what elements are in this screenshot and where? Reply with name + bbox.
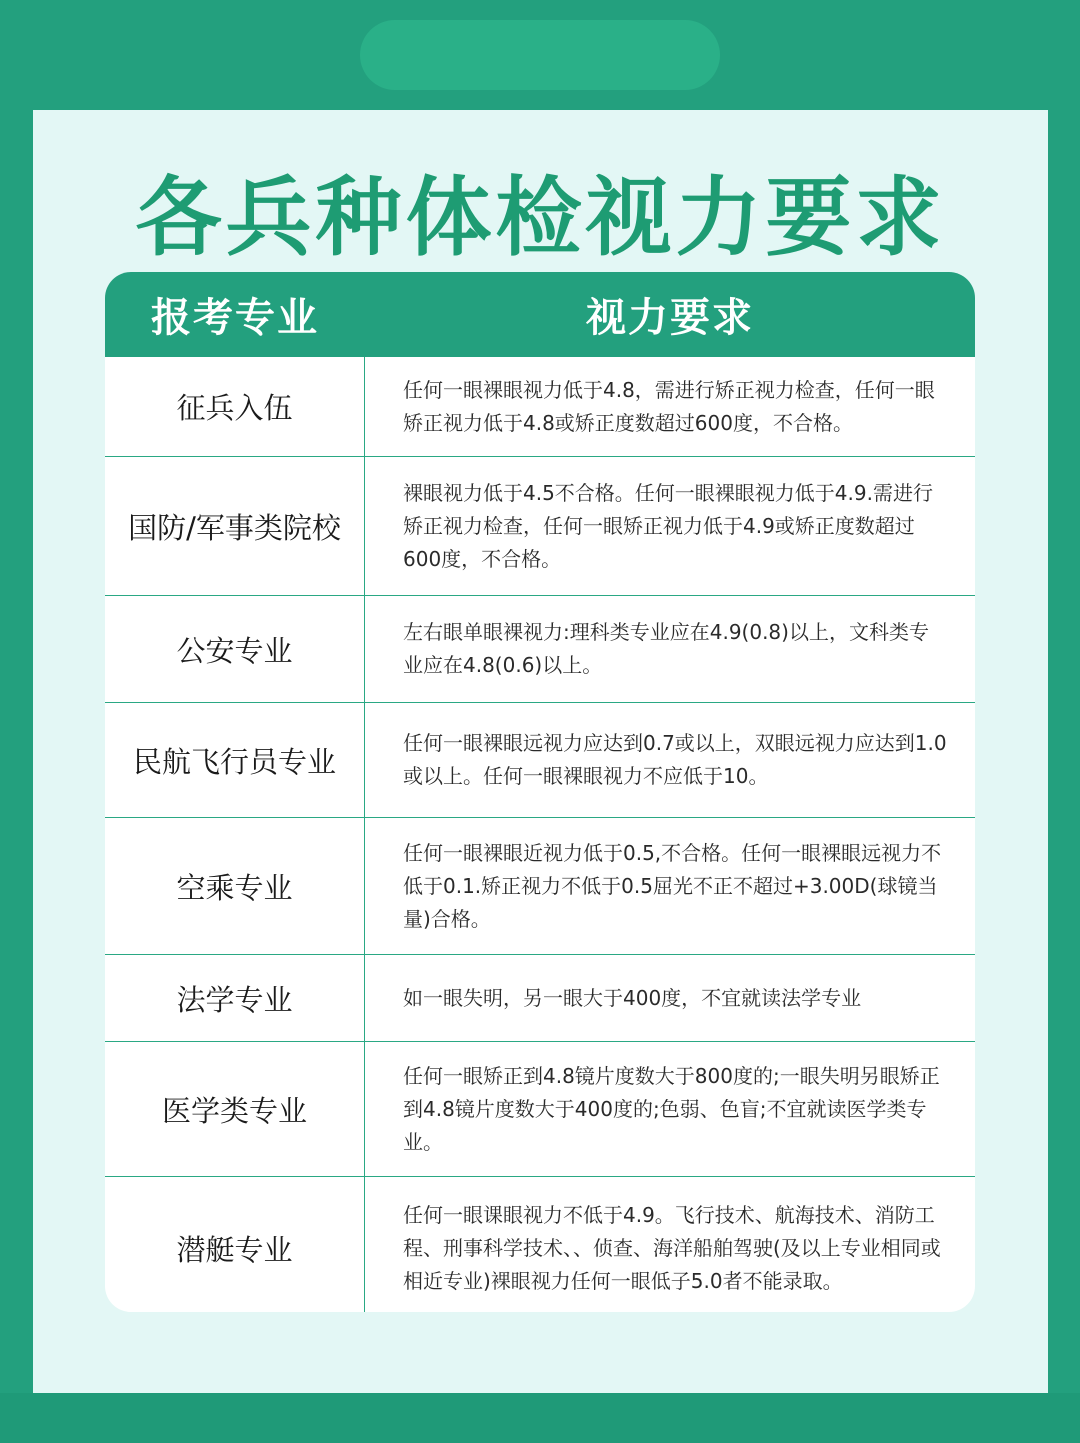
row-major: 征兵入伍 — [105, 357, 365, 456]
table-row — [105, 596, 975, 703]
bottom-decoration — [0, 1393, 1080, 1443]
row-requirement: 任何一眼课眼视力不低于4.9。飞行技术、航海技术、消防工程、刑事科学技术、、侦查、海洋船舶驾驶(及以上专业相同或相近专业)裸眼视力任何一眼低子5.0者不能录取。 — [403, 1202, 941, 1293]
content-panel — [33, 110, 1048, 1393]
top-decoration — [360, 20, 720, 90]
row-requirement: 任何一眼裸眼近视力低于0.5,不合格。任何一眼裸眼远视力不低于0.1.矫正视力不低于0.5屈光不正不超过+3.00D(球镜当量)合格。 — [403, 840, 942, 931]
table-row — [105, 955, 975, 1042]
row-major: 潜艇专业 — [105, 1177, 365, 1312]
row-major: 医学类专业 — [105, 1042, 365, 1176]
row-major: 公安专业 — [105, 596, 365, 702]
table-row — [105, 1177, 975, 1312]
row-requirement: 任何一眼裸眼视力低于4.8，需进行矫正视力检查，任何一眼矫正视力低于4.8或矫正度数超过600度，不合格。 — [403, 377, 935, 435]
row-requirement: 任何一眼矫正到4.8镜片度数大于800度的;一眼失明另眼矫正到4.8镜片度数大于400度的;色弱、色盲;不宜就读医学类专业。 — [403, 1063, 940, 1154]
header-requirement: 视力要求 — [586, 295, 754, 341]
row-requirement: 裸眼视力低于4.5不合格。任何一眼裸眼视力低于4.9.需进行矫正视力检查，任何一眼矫正视力低于4.9或矫正度数超过600度，不合格。 — [403, 480, 933, 571]
row-requirement: 任何一眼裸眼远视力应达到0.7或以上，双眼远视力应达到1.0或以上。任何一眼裸眼视力不应低于10。 — [403, 731, 947, 788]
row-requirement: 如一眼失明，另一眼大于400度，不宜就读法学专业 — [403, 985, 862, 1010]
row-major: 国防/军事类院校 — [105, 457, 365, 595]
row-major: 法学专业 — [105, 955, 365, 1041]
row-major: 民航飞行员专业 — [105, 703, 365, 817]
table-row — [105, 1042, 975, 1177]
header-major: 报考专业 — [151, 295, 319, 341]
page-title: 各兵种体检视力要求 — [135, 168, 946, 268]
table-row — [105, 703, 975, 818]
table-row — [105, 357, 975, 457]
table-header — [105, 272, 975, 357]
table-row — [105, 457, 975, 596]
table-row — [105, 818, 975, 955]
row-requirement: 左右眼单眼裸视力:理科类专业应在4.9(0.8)以上，文科类专业应在4.8(0.6)以上。 — [403, 620, 929, 677]
vision-requirements-table — [105, 272, 975, 1312]
row-major: 空乘专业 — [105, 818, 365, 954]
